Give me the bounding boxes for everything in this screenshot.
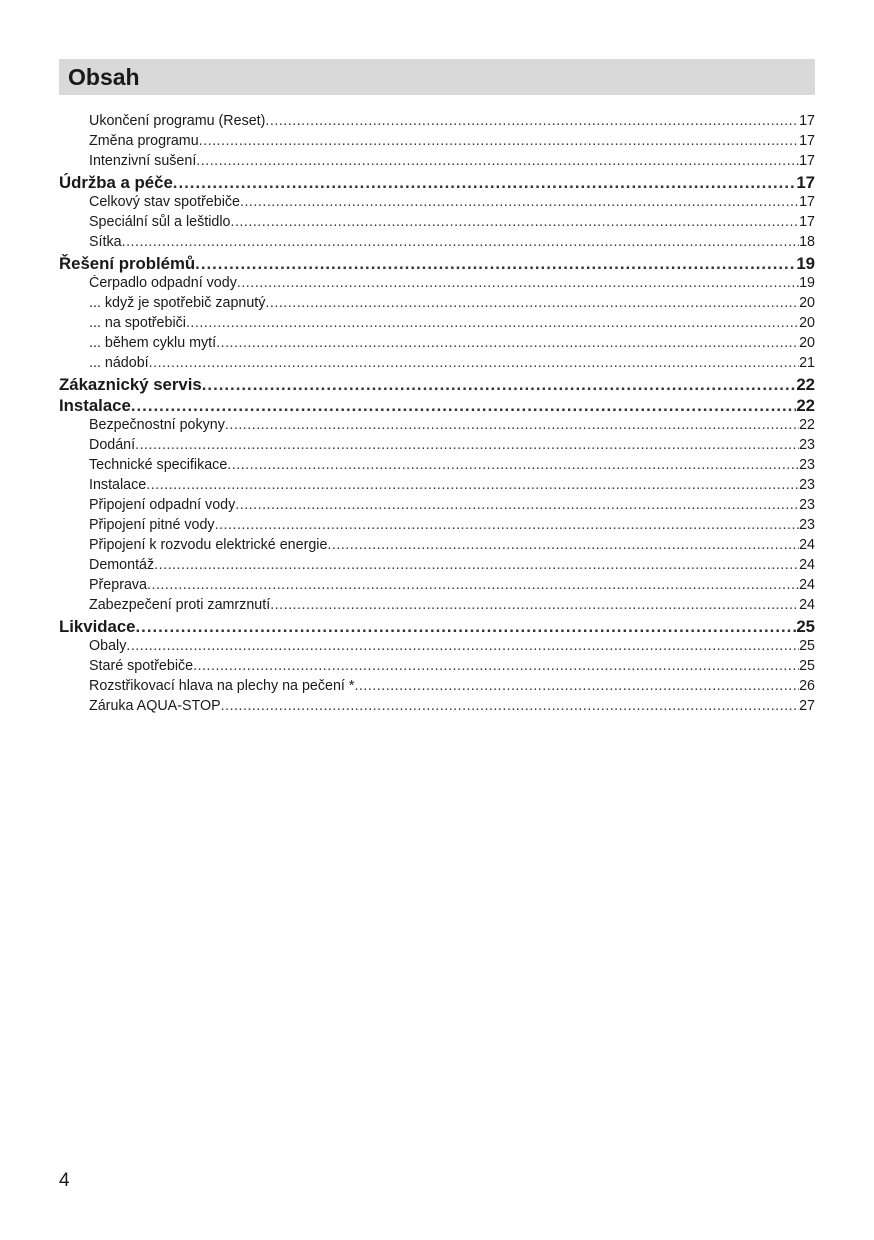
toc-entry [59,234,815,254]
toc-entry-label: Obaly [89,638,127,654]
toc-entry [59,214,815,234]
toc-entry [59,537,815,557]
dot-leader [230,214,799,230]
dot-leader [235,497,799,513]
dot-leader [154,557,799,573]
toc-entry-label: Likvidace [59,617,136,636]
dot-leader [237,275,799,291]
toc-entry [59,477,815,497]
dot-leader [202,375,797,395]
toc-entry [59,355,815,375]
dot-leader [225,417,799,433]
toc-entry-page: 25 [799,638,815,654]
dot-leader [196,153,799,169]
dot-leader [147,577,799,593]
toc-entry [59,153,815,173]
toc-entry-page: 17 [799,113,815,129]
toc-entry [59,194,815,214]
dot-leader [195,254,796,274]
dot-leader [126,638,799,654]
page-number: 4 [59,1170,70,1191]
toc-entry-label: Přeprava [89,577,148,593]
toc-entry [59,437,815,457]
toc-entry-label: Čerpadlo odpadní vody [89,275,237,291]
toc-entry [59,335,815,355]
dot-leader [173,173,797,193]
dot-leader [131,396,796,416]
toc-entry [59,275,815,295]
dot-leader [193,658,799,674]
dot-leader [215,517,800,533]
toc-entry [59,698,815,718]
toc-entry-page: 25 [796,617,815,636]
toc-entry-page: 19 [796,254,815,273]
dot-leader [199,133,799,149]
toc-entry [59,577,815,597]
toc-entry-page: 20 [799,315,815,331]
toc-entry-label: Sítka [89,234,122,250]
table-of-contents [59,113,815,718]
dot-leader [265,113,799,129]
toc-entry-label: Připojení k rozvodu elektrické energie [89,537,328,553]
toc-entry-page: 22 [796,375,815,394]
dot-leader [146,477,799,493]
toc-entry [59,638,815,658]
toc-entry-label: Celkový stav spotřebiče [89,194,240,210]
dot-leader [265,295,799,311]
toc-entry-page: 17 [799,194,815,210]
page-title: Obsah [68,63,140,90]
toc-entry-page: 24 [799,557,815,573]
toc-entry-label: Staré spotřebiče [89,658,194,674]
toc-entry [59,517,815,537]
toc-entry-label: ... během cyklu mytí [89,335,217,351]
toc-entry [59,658,815,678]
toc-entry-page: 22 [796,396,815,415]
toc-entry-page: 24 [799,597,815,613]
toc-entry-label: Údržba a péče [59,173,173,192]
dot-leader [149,355,799,371]
toc-entry-page: 21 [799,355,815,371]
toc-entry-page: 20 [799,335,815,351]
toc-entry-page: 25 [799,658,815,674]
dot-leader [186,315,799,331]
dot-leader [216,335,799,351]
toc-entry-label: ... když je spotřebič zapnutý [89,295,266,311]
toc-entry-label: Připojení pitné vody [89,517,215,533]
toc-entry [59,113,815,133]
dot-leader [227,457,799,473]
toc-entry-page: 19 [799,275,815,291]
toc-entry [59,497,815,517]
toc-entry-label: Řešení problémů [59,254,196,273]
toc-entry-page: 20 [799,295,815,311]
toc-entry-page: 17 [796,173,815,192]
toc-entry-page: 23 [799,437,815,453]
toc-entry [59,457,815,477]
toc-entry-page: 27 [799,698,815,714]
toc-entry-page: 23 [799,477,815,493]
toc-entry-label: Záruka AQUA-STOP [89,698,221,714]
dot-leader [136,617,797,637]
toc-entry [59,417,815,437]
toc-section-entry [59,254,815,275]
dot-leader [122,234,800,250]
dot-leader [135,437,799,453]
toc-entry-page: 24 [799,577,815,593]
toc-entry [59,295,815,315]
toc-entry-page: 23 [799,517,815,533]
toc-entry [59,133,815,153]
toc-entry-label: Instalace [89,477,147,493]
toc-entry-page: 24 [799,537,815,553]
toc-entry-page: 23 [799,497,815,513]
toc-entry-label: Technické specifikace [89,457,228,473]
toc-entry-page: 23 [799,457,815,473]
toc-entry [59,597,815,617]
toc-section-entry [59,617,815,638]
toc-entry-page: 17 [799,214,815,230]
toc-entry-label: Instalace [59,396,131,415]
toc-entry-label: Zákaznický servis [59,375,202,394]
toc-entry-label: Speciální sůl a leštidlo [89,214,231,230]
toc-entry [59,315,815,335]
toc-entry-label: ... nádobí [89,355,149,371]
toc-entry-label: Dodání [89,437,136,453]
dot-leader [354,678,799,694]
toc-entry-page: 17 [799,133,815,149]
toc-entry-label: Zabezpečení proti zamrznutí [89,597,271,613]
toc-entry-label: ... na spotřebiči [89,315,186,331]
toc-entry-label: Intenzivní sušení [89,153,197,169]
dot-leader [240,194,799,210]
section-header [59,59,815,95]
toc-entry-label: Připojení odpadní vody [89,497,236,513]
toc-entry-page: 26 [799,678,815,694]
toc-entry-label: Ukončení programu (Reset) [89,113,266,129]
toc-entry-label: Rozstřikovací hlava na plechy na pečení * [89,678,355,694]
toc-entry [59,678,815,698]
toc-entry-page: 22 [799,417,815,433]
toc-section-entry [59,173,815,194]
dot-leader [221,698,799,714]
toc-entry-page: 18 [799,234,815,250]
dot-leader [270,597,799,613]
toc-entry-label: Bezpečnostní pokyny [89,417,225,433]
toc-entry-label: Změna programu [89,133,199,149]
toc-section-entry [59,375,815,396]
toc-entry-page: 17 [799,153,815,169]
dot-leader [327,537,799,553]
toc-section-entry [59,396,815,417]
toc-entry [59,557,815,577]
toc-entry-label: Demontáž [89,557,155,573]
